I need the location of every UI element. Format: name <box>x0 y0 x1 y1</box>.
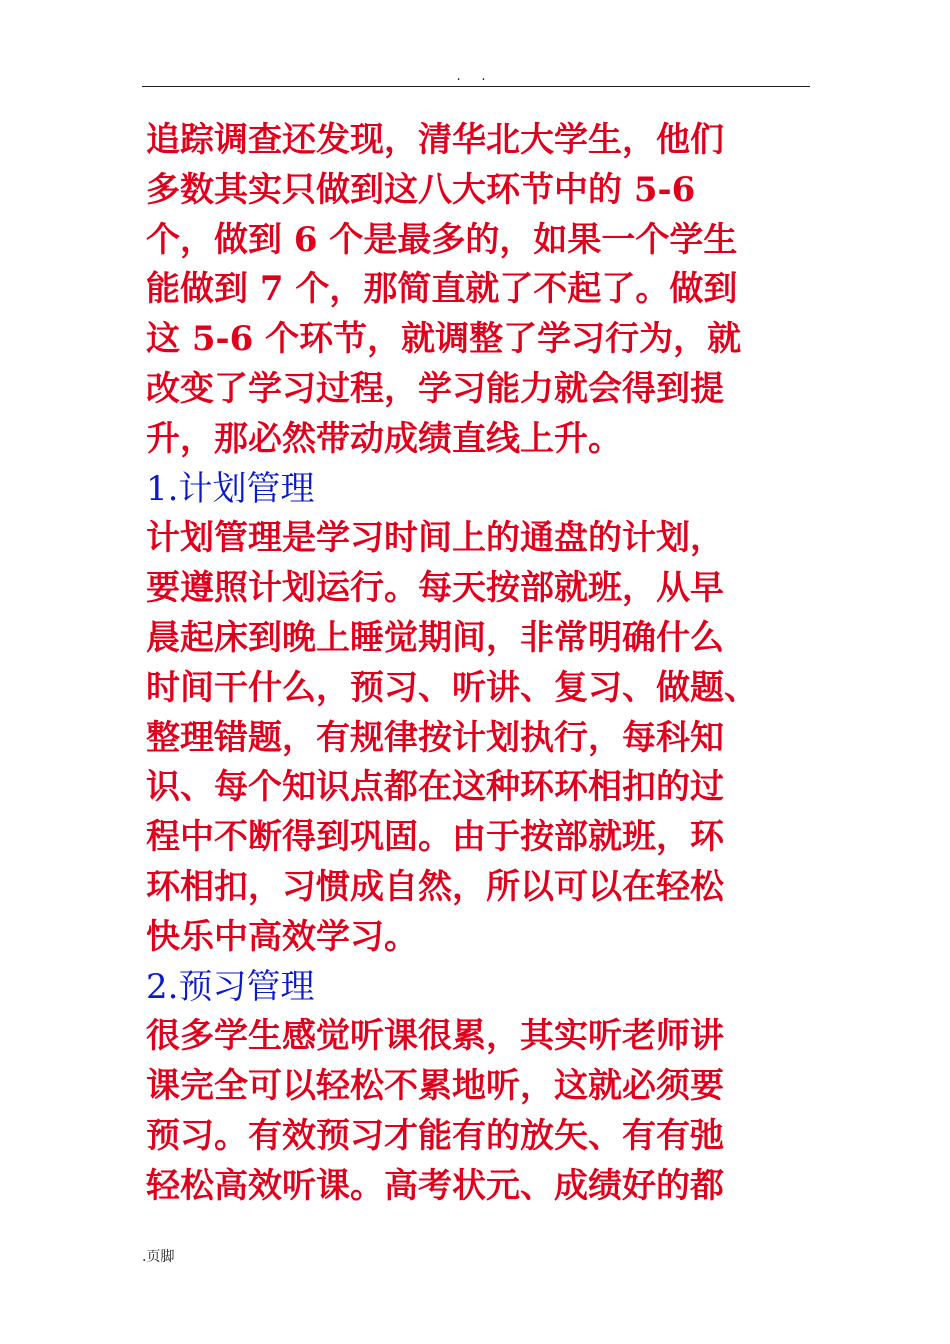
intro-line: 个，做到 6 个是最多的，如果一个学生 <box>146 219 738 260</box>
section1-line: 晨起床到晚上睡觉期间，非常明确什么 <box>146 617 724 658</box>
section-heading-preview: 2.预习管理 <box>146 966 315 1007</box>
section-heading-plan: 1.计划管理 <box>146 468 315 509</box>
section1-line: 识、每个知识点都在这种环环相扣的过 <box>146 767 724 808</box>
page-header: . . <box>456 68 494 84</box>
section2-line: 预习。有效预习才能有的放矢、有有弛 <box>146 1115 724 1156</box>
section1-line: 要遵照计划运行。每天按部就班，从早 <box>146 568 724 609</box>
section1-line: 环相扣，习惯成自然，所以可以在轻松 <box>146 866 724 907</box>
intro-line: 追踪调查还发现，清华北大学生，他们 <box>146 120 724 160</box>
section2-line: 轻松高效听课。高考状元、成绩好的都 <box>146 1165 724 1206</box>
section1-line: 快乐中高效学习。 <box>146 916 418 957</box>
intro-line: 这 5-6 个环节，就调整了学习行为，就 <box>146 319 742 360</box>
page-footer: .页脚 <box>142 1249 175 1265</box>
intro-line: 改变了学习过程，学习能力就会得到提 <box>146 368 724 409</box>
section1-line: 计划管理是学习时间上的通盘的计划， <box>146 518 724 559</box>
section1-line: 程中不断得到巩固。由于按部就班，环 <box>146 817 724 858</box>
section1-line: 时间干什么，预习、听讲、复习、做题、 <box>146 667 758 708</box>
intro-line: 多数其实只做到这八大环节中的 5-6 <box>146 169 696 210</box>
intro-line: 升，那必然带动成绩直线上升。 <box>146 418 622 459</box>
document-body <box>146 116 810 1212</box>
section2-line: 很多学生感觉听课很累，其实听老师讲 <box>146 1016 724 1057</box>
section1-line: 整理错题，有规律按计划执行，每科知 <box>146 717 724 758</box>
section2-line: 课完全可以轻松不累地听，这就必须要 <box>146 1066 724 1107</box>
intro-line: 能做到 7 个，那简直就了不起了。做到 <box>146 269 738 310</box>
header-divider <box>142 86 810 87</box>
